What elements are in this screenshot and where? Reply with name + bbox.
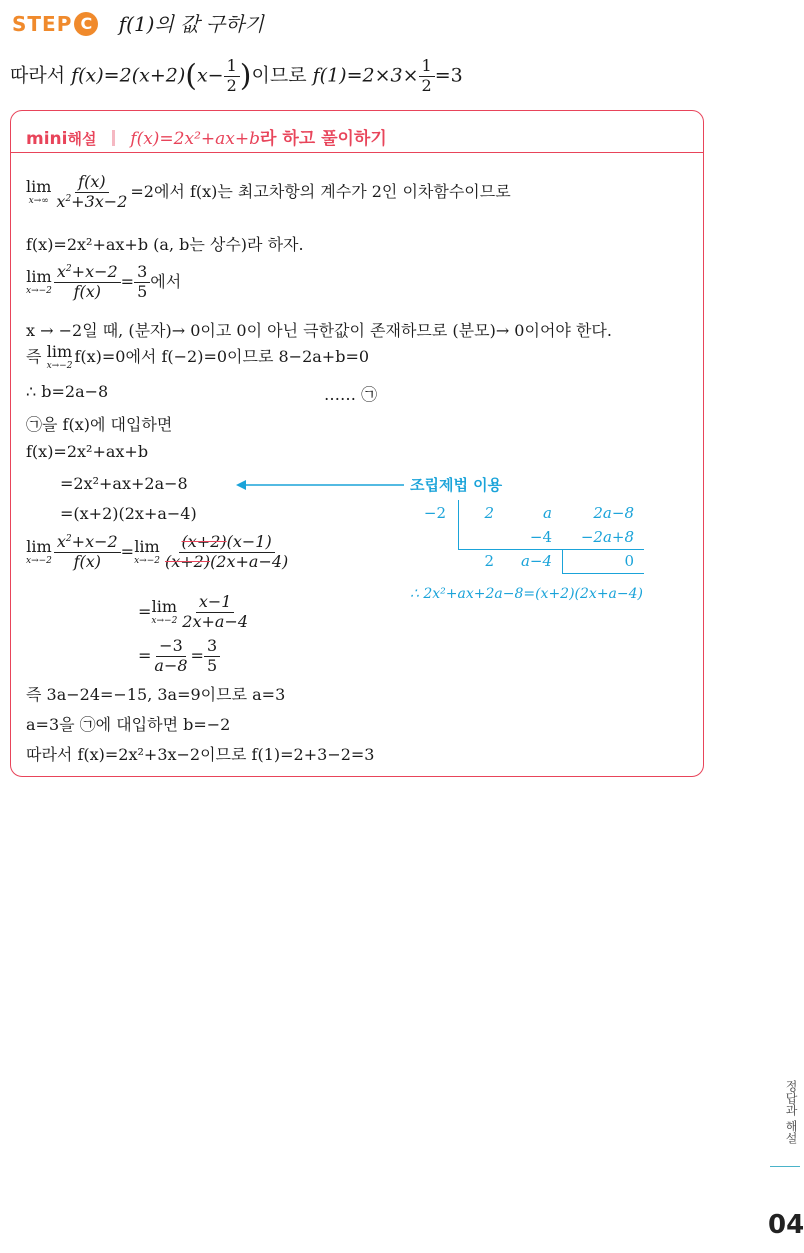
synthetic-result: ∴ 2x²+ax+2a−8=(x+2)(2x+a−4) — [410, 586, 643, 602]
page-divider — [770, 1166, 800, 1167]
step-badge: C — [74, 12, 98, 36]
synthetic-mid-1: −4 — [529, 528, 552, 546]
conclusion-line: 따라서 f(x)=2(x+2)(x− $\frac{1}{2}$ )이므로 f(1)=2×3× $\frac{1}{2}$ =3 — [10, 56, 463, 95]
line1-text: =2에서 f(x)는 최고차항의 계수가 2인 이차함수이므로 — [130, 181, 511, 201]
conclusion-result: f(1)=2×3× — [312, 64, 419, 87]
solution-line-14: 즉 3a−24=−15, 3a=9이므로 a=3 — [26, 685, 286, 704]
conclusion-middle: 이므로 — [251, 64, 307, 87]
synthetic-mid-2: −2a+8 — [580, 528, 634, 546]
line5-b: f(x)=0에서 f(−2)=0이므로 8−2a+b=0 — [74, 347, 370, 366]
line6-tag: …… ㉠ — [324, 385, 378, 404]
mini-heading-text: 라 하고 풀이하기 — [259, 129, 387, 149]
solution-line-16: 따라서 f(x)=2x²+3x−2이므로 f(1)=2+3−2=3 — [26, 745, 375, 764]
solution-line-8: f(x)=2x²+ax+b — [26, 442, 149, 461]
synthetic-coef-3: 2a−8 — [593, 504, 634, 522]
heading-separator — [112, 130, 115, 146]
line5-a: 즉 — [26, 347, 42, 366]
solution-line-13: = $\frac{-3}{a-8}$ = $\frac{3}{5}$ — [138, 638, 220, 675]
mini-tag2: 해설 — [67, 130, 97, 148]
synthetic-res-3: 0 — [624, 552, 634, 570]
step-header — [12, 8, 264, 37]
synthetic-res-1: 2 — [484, 552, 494, 570]
solution-line-6: ∴ b=2a−8 — [26, 382, 109, 401]
solution-line-10: =(x+2)(2x+a−4) — [60, 504, 197, 523]
solution-line-7: ㉠을 f(x)에 대입하면 — [26, 415, 173, 434]
conclusion-eq3: =3 — [434, 64, 463, 87]
mini-heading — [26, 124, 387, 149]
line3-text: 에서 — [150, 271, 182, 291]
synthetic-hline — [458, 549, 644, 550]
mini-tag: mini — [26, 129, 68, 149]
synthetic-division-table — [410, 500, 650, 580]
solution-line-4: x → −2일 때, (분자)→ 0이고 0이 아닌 극한값이 존재하므로 (분모)→ 0이어야 한다. — [26, 321, 612, 340]
solution-line-12: = lim x→−2 $\frac{x-1}{2x+a-4}$ — [138, 592, 249, 631]
solution-line-11: lim x→−2 $\frac{x^2+x-2}{f(x)}$ = lim x→−2 $\frac{(x+2)(x-1)}{(x+2)(2x+a-4)}$ — [26, 532, 289, 571]
solution-line-9: =2x²+ax+2a−8 — [60, 474, 188, 493]
side-vertical-text: 정답과 해설 — [784, 1080, 798, 1144]
synthetic-coef-2: a — [543, 504, 552, 522]
solution-line-15: a=3을 ㉠에 대입하면 b=−2 — [26, 715, 231, 734]
conclusion-prefix: 따라서 — [10, 64, 66, 87]
step-title: f(1)의 값 구하기 — [118, 12, 264, 36]
solution-line-3: lim x→−2 $\frac{x^2+x-2}{f(x)}$ = $\frac{3}{5}$ 에서 — [26, 262, 182, 301]
synthetic-vline — [458, 500, 459, 550]
solution-line-1: lim x→∞ $\frac{f(x)}{x^2+3x-2}$ =2에서 f(x)는 최고차항의 계수가 2인 이차함수이므로 — [26, 172, 511, 211]
arrow-icon — [236, 478, 406, 492]
solution-line-2: f(x)=2x²+ax+b (a, b는 상수)라 하자. — [26, 235, 304, 254]
step-label: STEP — [12, 12, 73, 36]
synthetic-coef-1: 2 — [484, 504, 494, 522]
synthetic-res-2: a−4 — [520, 552, 552, 570]
synthetic-divisor: −2 — [423, 504, 446, 522]
synthetic-label: 조립제법 이용 — [410, 476, 503, 494]
synthetic-rem-vline — [562, 549, 563, 574]
synthetic-rem-hline — [562, 573, 644, 574]
solution-line-5: 즉 lim x→−2 f(x)=0에서 f(−2)=0이므로 8−2a+b=0 — [26, 342, 370, 371]
mini-heading-math: f(x)=2x²+ax+b — [130, 129, 260, 149]
mini-header-divider — [10, 152, 704, 153]
page-number: 04 — [768, 1210, 804, 1240]
